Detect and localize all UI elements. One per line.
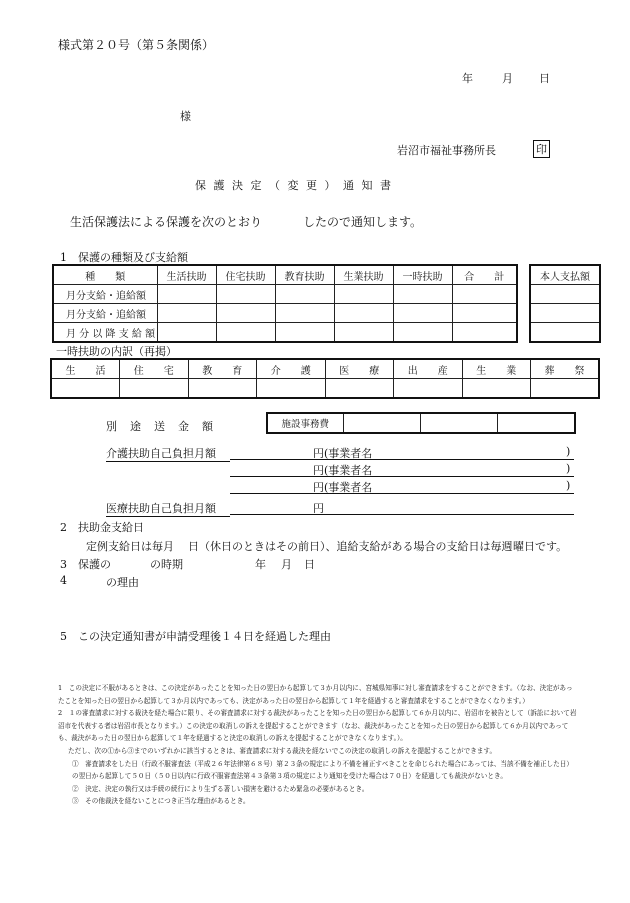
section4-label: の理由 bbox=[106, 576, 139, 589]
lead-text-a: 生活保護法による保護を次のとおり bbox=[70, 215, 263, 229]
care-close-3: ) bbox=[566, 479, 571, 492]
col-living: 生活扶助 bbox=[157, 265, 216, 285]
row-label: 月 分 以 降 支 給 額 bbox=[53, 323, 157, 343]
care-vendor-1: 円(事業者名 bbox=[313, 447, 373, 460]
section3-day: 日 bbox=[304, 558, 315, 571]
row-label: 月分支給・追給額 bbox=[53, 285, 157, 304]
col-funeral: 葬 祭 bbox=[531, 359, 600, 379]
col-occupation: 生 業 bbox=[462, 359, 531, 379]
col-living: 生 活 bbox=[51, 359, 120, 379]
col-housing: 住 宅 bbox=[120, 359, 189, 379]
section4-number: 4 bbox=[60, 574, 67, 587]
document-title: 保 護 決 定 （ 変 更 ） 通 知 書 bbox=[195, 179, 393, 192]
facility-fee-label: 施設事務費 bbox=[267, 413, 343, 433]
note-6: ③ その他裁決を経ないことにつき正当な理由があるとき。 bbox=[72, 797, 250, 806]
form-number: 様式第２０号（第５条関係） bbox=[58, 38, 215, 52]
lead-text-b: したので通知します。 bbox=[303, 215, 423, 229]
care-vendor-3: 円(事業者名 bbox=[313, 481, 373, 494]
care-vendor-2: 円(事業者名 bbox=[313, 464, 373, 477]
issuer-name: 岩沼市福祉事務所長 bbox=[397, 144, 496, 157]
section3-heading-a: 3 保護の bbox=[60, 558, 111, 571]
section3-month: 月 bbox=[281, 558, 292, 571]
col-childbirth: 出 産 bbox=[394, 359, 463, 379]
temp-aid-table bbox=[50, 358, 600, 399]
care-close-2: ) bbox=[566, 462, 571, 475]
care-underline-2 bbox=[230, 476, 574, 477]
note-3: ただし、次の①から③までのいずれかに該当するときは、審査請求に対する裁決を経ないでこの決定の取消しの訴えを提起することができます。 bbox=[68, 746, 497, 755]
medical-underline bbox=[230, 514, 574, 515]
section3-year: 年 bbox=[255, 558, 266, 571]
addressee-suffix: 様 bbox=[180, 110, 191, 123]
medical-yen: 円 bbox=[313, 502, 324, 515]
self-pay-table bbox=[529, 264, 601, 343]
col-kind: 種 類 bbox=[53, 265, 157, 285]
section5-heading: 5 この決定通知書が申請受理後１４日を経過した理由 bbox=[60, 630, 331, 643]
section2-body-b: 日（休日のときはその前日）、追給支給がある場合の支給日は毎週 bbox=[188, 540, 513, 553]
self-pay-header: 本人支払額 bbox=[530, 265, 600, 285]
col-education: 教育扶助 bbox=[275, 265, 334, 285]
section3-heading-b: の時期 bbox=[150, 558, 183, 571]
benefit-header-row bbox=[53, 265, 517, 285]
col-medical: 医 療 bbox=[325, 359, 394, 379]
row-label: 月分支給・追給額 bbox=[53, 304, 157, 323]
date-month: 月 bbox=[502, 72, 513, 85]
col-total: 合 計 bbox=[452, 265, 517, 285]
temp-aid-heading: 一時扶助の内訳（再掲） bbox=[56, 345, 177, 358]
section2-body-c: 曜日です。 bbox=[513, 540, 568, 553]
care-close-1: ) bbox=[566, 445, 571, 458]
note-4: ① 審査請求をした日（行政不服審査法（平成２６年法律第６８号）第２３条の規定により不備を補正すべきことを命じられた場合にあっては、当該不備を補正した日）の翌日から起算して５０日（５０日以内に行政不服審査法第４３条第３項の規定により通知を受けた場合は７０日）を経過しても裁決がないとき。 bbox=[72, 759, 573, 781]
col-education: 教 育 bbox=[188, 359, 257, 379]
table-row bbox=[51, 379, 599, 399]
care-underline-1 bbox=[230, 459, 574, 460]
notes-block bbox=[58, 682, 578, 808]
medical-copay-label: 医療扶助自己負担月額 bbox=[106, 500, 230, 517]
seal-mark: 印 bbox=[533, 140, 550, 158]
section2-heading: 2 扶助金支給日 bbox=[60, 521, 144, 534]
col-housing: 住宅扶助 bbox=[216, 265, 275, 285]
temp-aid-header-row bbox=[51, 359, 599, 379]
col-occupation: 生業扶助 bbox=[334, 265, 393, 285]
table-row bbox=[53, 323, 517, 343]
table-row bbox=[53, 285, 517, 304]
benefit-table bbox=[52, 264, 518, 343]
col-care: 介 護 bbox=[257, 359, 326, 379]
section2-body-a: 定例支給日は毎月 bbox=[86, 540, 174, 553]
col-temporary: 一時扶助 bbox=[393, 265, 452, 285]
date-year: 年 bbox=[462, 72, 473, 85]
separate-remittance-label: 別 途 送 金 額 bbox=[106, 420, 214, 433]
note-5: ② 決定、決定の執行又は手続の続行により生ずる著しい損害を避けるため緊急の必要があるとき。 bbox=[72, 784, 369, 793]
care-copay-label: 介護扶助自己負担月額 bbox=[106, 445, 230, 462]
section1-heading: 1 保護の種類及び支給額 bbox=[60, 251, 188, 264]
note-2: 2 １の審査請求に対する裁決を経た場合に限り、その審査請求に対する裁決があったことを知った日の翌日から起算して６か月以内に、岩沼市を被告として（訴訟において岩沼市を代表する者は岩沼市長となります。）この決定の取消しの訴えを提起することができます（なお、裁決があったことを知った日の翌日から起算して６か月以内であっても、裁決があった日の翌日から起算して１年を経過すると決定の取消しの訴えを提起することができなくなります。）。 bbox=[58, 709, 577, 743]
table-row bbox=[53, 304, 517, 323]
care-underline-3 bbox=[230, 493, 574, 494]
date-day: 日 bbox=[539, 72, 550, 85]
facility-table bbox=[266, 412, 576, 434]
note-1: 1 この決定に不服があるときは、この決定があったことを知った日の翌日から起算して３か月以内に、宮城県知事に対し審査請求をすることができます。（なお、決定があったことを知った日の翌日から起算して３か月以内であっても、決定があった日の翌日から起算して１年を経過すると審査請求をすることができなくなります。） bbox=[58, 684, 573, 705]
